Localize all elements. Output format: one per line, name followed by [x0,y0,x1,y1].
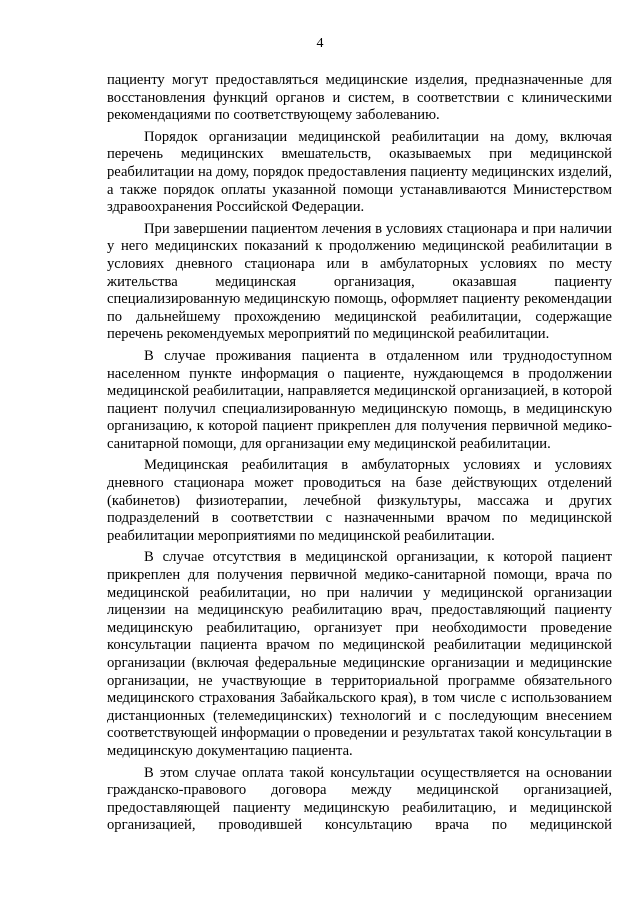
page-number: 4 [316,36,324,51]
paragraph-discharge-recommendations: При завершении пациентом лечения в условиях стационара и при наличии у него медицинских показаний к продолжению медицинской реабилитации в условиях дневного стационара или в амбулаторных условиях по месту жительства медицинская организация, оказавшая пациенту специализированную медицинскую помощь, оформляет пациенту рекомендации по дальнейшему прохождению медицинской реабилитации, содержащие перечень рекомендуемых мероприятий по медицинской реабилитации. [107,220,612,343]
paragraph-continuation: пациенту могут предоставляться медицинские изделия, предназначенные для восстановления функций органов и систем, в соответствии с клиническими рекомендациями по соответствующему заболеванию. [107,72,612,124]
paragraph-consultation-absence: В случае отсутствия в медицинской организации, к которой пациент прикреплен для получения первичной медико-санитарной помощи, врача по медицинской реабилитации, но при наличии у медицинской организации лицензии на медицинскую реабилитацию врач, предоставляющий пациенту медицинскую реабилитацию, организует при необходимости проведение консультации пациента врачом по медицинской реабилитации медицинской организации (включая федеральные медицинские организации и медицинские организации, не участвующие в территориальной программе обязательного медицинского страхования Забайкальского края), в том числе с использованием дистанционных (телемедицинских) технологий и с последующим внесением соответствующей информации о проведении и результатах такой консультации в медицинскую документацию пациента. [107,549,612,759]
document-body [107,72,612,835]
paragraph-outpatient-rehabilitation: Медицинская реабилитация в амбулаторных условиях и условиях дневного стационара может проводиться на базе действующих отделений (кабинетов) физиотерапии, лечебной физкультуры, массажа и других подразделений в соответствии с назначенными врачом по медицинской реабилитации мероприятиями по медицинской реабилитации. [107,457,612,544]
paragraph-home-rehabilitation: Порядок организации медицинской реабилитации на дому, включая перечень медицинских вмешательств, оказываемых при медицинской реабилитации на дому, порядок предоставления пациенту медицинских изделий, а также порядок оплаты указанной помощи устанавливаются Министерством здравоохранения Российской Федерации. [107,128,612,216]
paragraph-remote-settlement: В случае проживания пациента в отдаленном или труднодоступном населенном пункте информация о пациенте, нуждающемся в продолжении медицинской реабилитации, направляется медицинской организацией, в которой пациент получил специализированную медицинскую помощь, в медицинскую организацию, к которой пациент прикреплен для получения первичной медико-санитарной помощи, для организации ему медицинской реабилитации. [107,347,612,452]
paragraph-consultation-payment: В этом случае оплата такой консультации осуществляется на основании гражданско-правового договора между медицинской организацией, предоставляющей пациенту медицинскую реабилитацию, и медицинской организацией, проводившей консультацию врача по медицинской [107,764,612,834]
